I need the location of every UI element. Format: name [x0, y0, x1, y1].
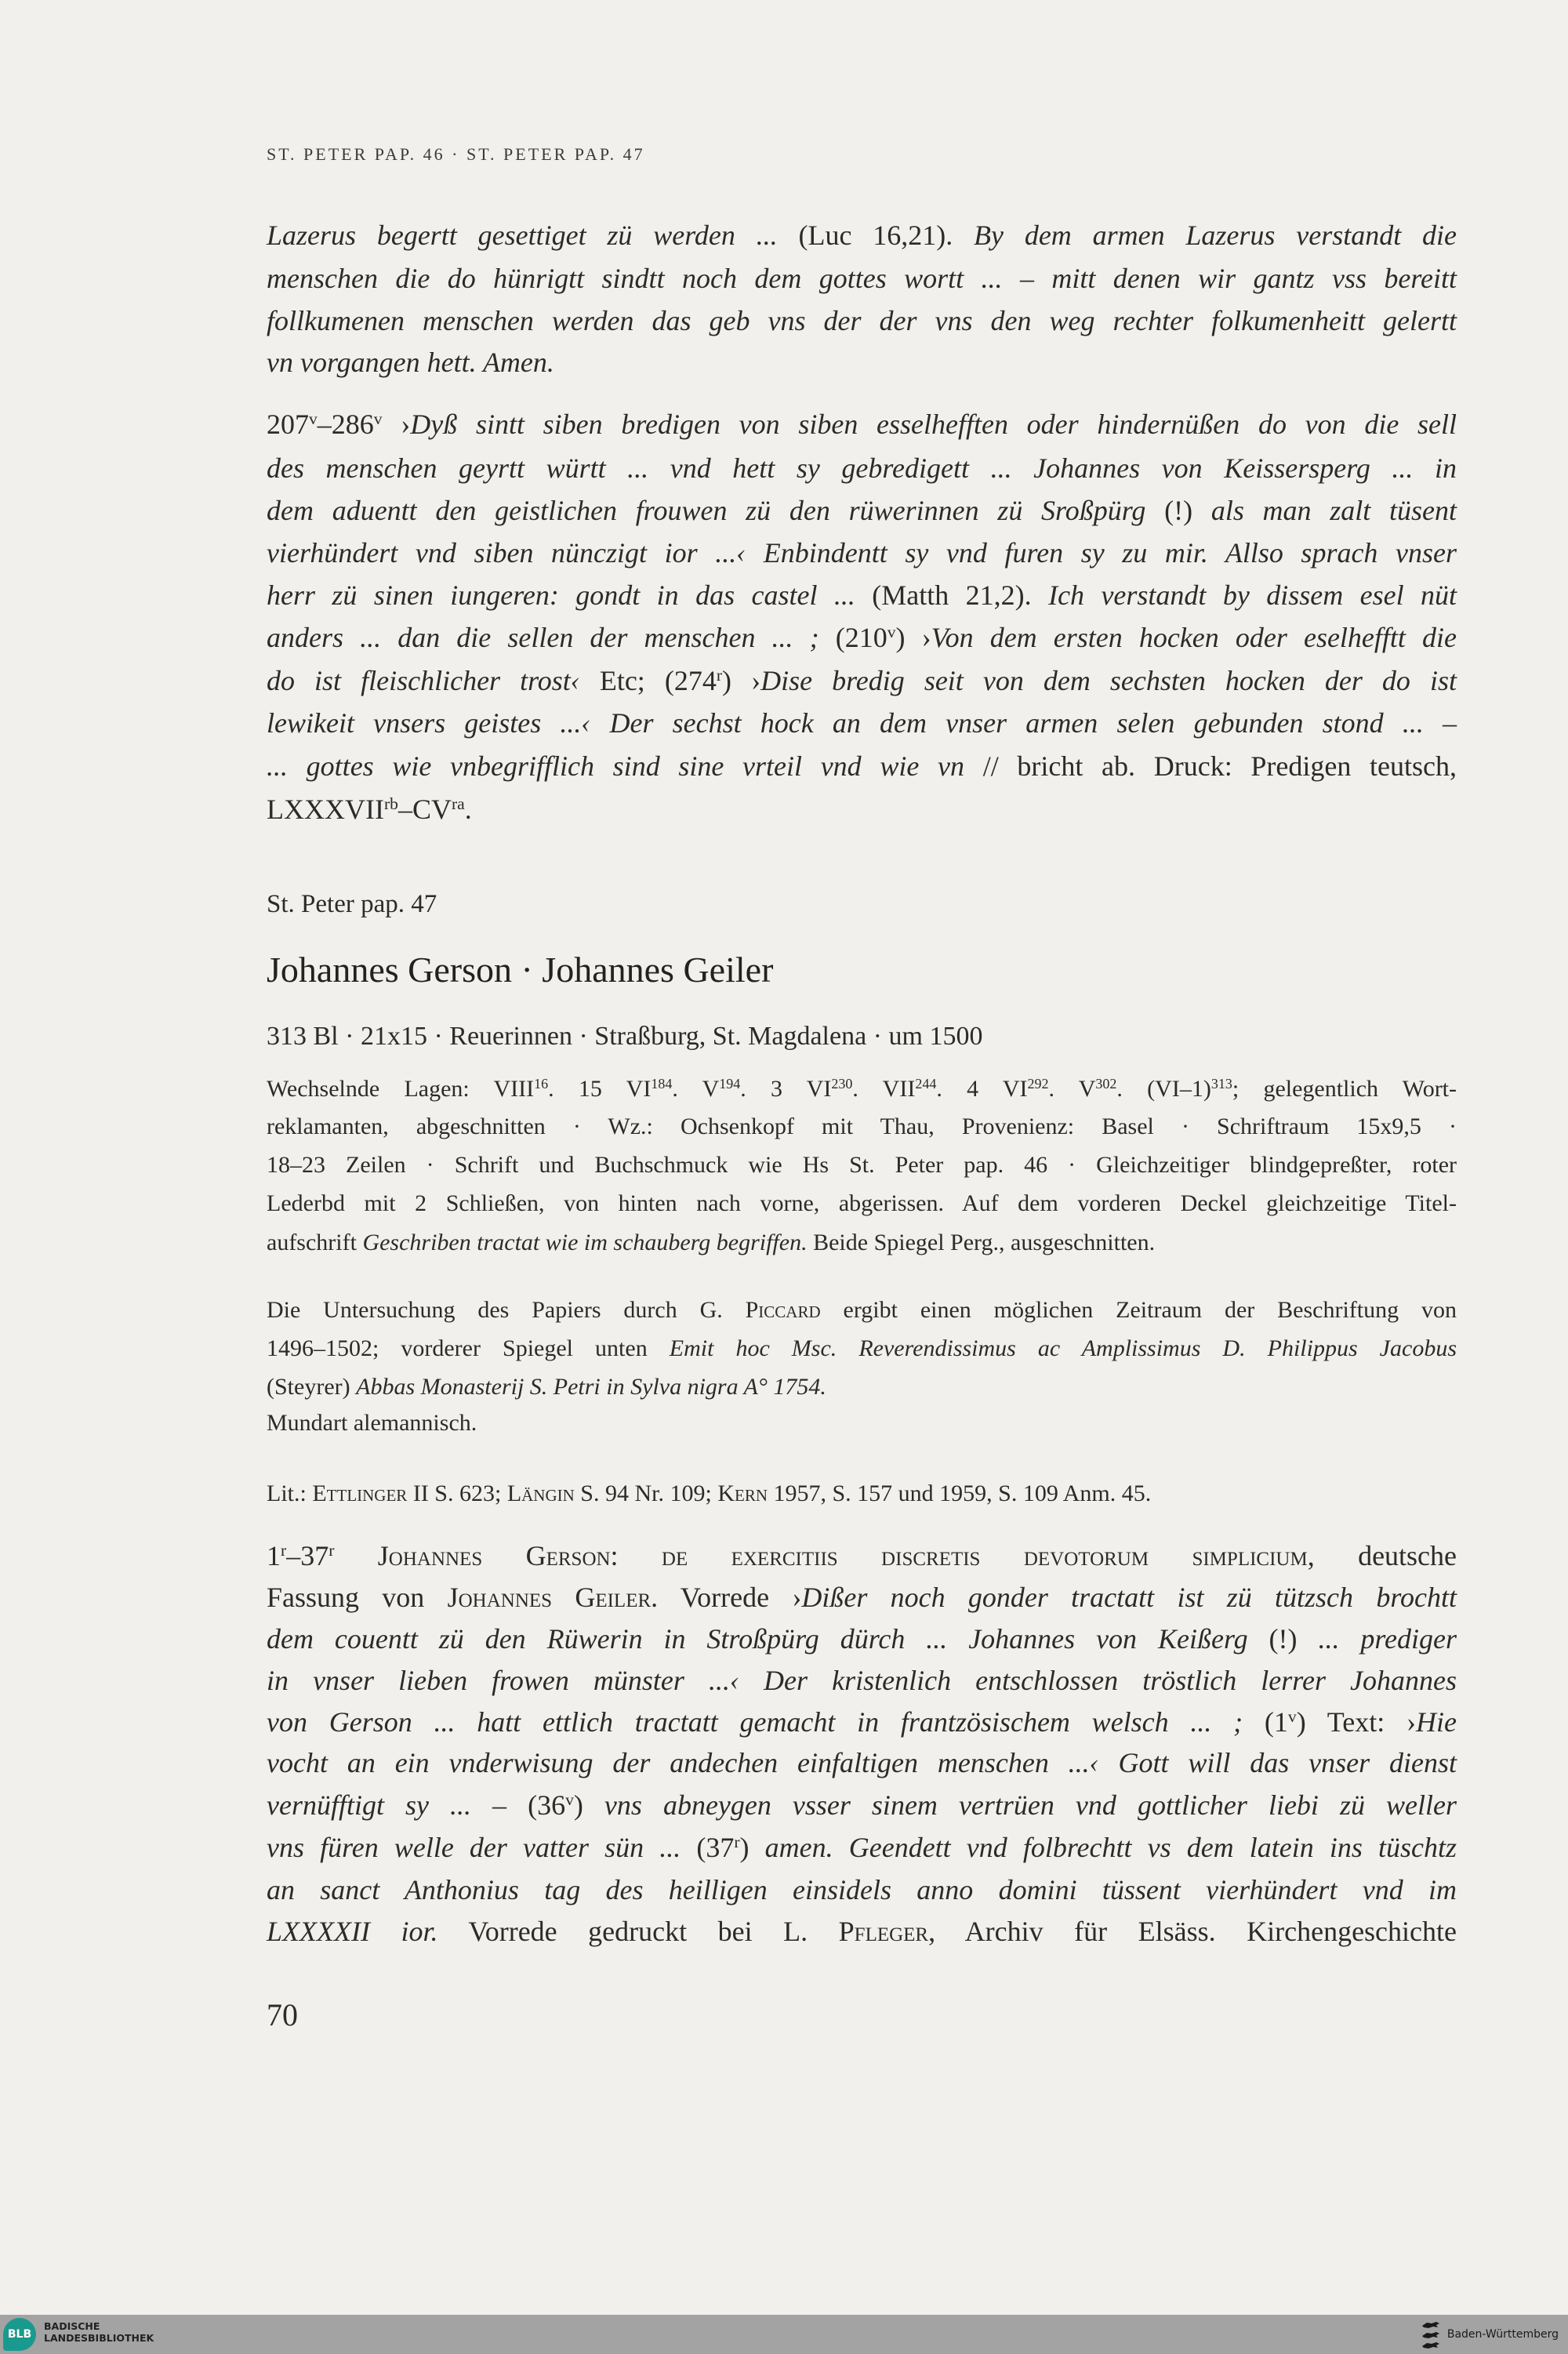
folio-superscript: v [1287, 1707, 1297, 1727]
text-line [267, 1482, 1457, 1506]
text-segment: Fassung von [267, 1582, 448, 1613]
text-segment: LXXXXII ior. [267, 1916, 438, 1947]
manuscript-meta-line: 313 Bl · 21x15 · Reuerinnen · Straßburg, St. Magdalena · um 1500 [267, 1022, 983, 1051]
text-segment: ) [573, 1789, 604, 1821]
text-segment: Etc; (274 [599, 665, 717, 696]
text-segment: dem couentt zü den Rüwerin in Stroßpürg dürch ... Johannes von Keißerg [267, 1623, 1269, 1655]
text-line [267, 1625, 1457, 1653]
folio-superscript: r [734, 1833, 740, 1852]
library-name-line1: BADISCHE [44, 2320, 100, 2332]
text-segment: do ist fleischlicher trost‹ [267, 665, 600, 696]
text-segment: Piccard [745, 1297, 821, 1323]
text-line [267, 1876, 1457, 1904]
folio-superscript: rb [383, 794, 398, 814]
text-line [267, 1833, 1457, 1862]
text-segment: Dißer noch gonder tractatt ist zü tützsch brochtt [801, 1582, 1457, 1613]
shelfmark: St. Peter pap. 47 [267, 890, 437, 918]
text-segment: (1 [1243, 1706, 1288, 1738]
text-segment: Ettlinger [312, 1480, 408, 1506]
text-segment: Geschriben tractat wie im schauberg begriffen. [362, 1230, 808, 1255]
state-name: Baden-Württemberg [1446, 2328, 1559, 2341]
text-segment: Beide Spiegel Perg., ausgeschnitten. [807, 1230, 1156, 1255]
footer-bar [0, 2315, 1568, 2354]
text-line [267, 1077, 1457, 1101]
text-line [267, 1583, 1457, 1611]
text-segment: ergibt einen möglichen Zeitraum der Beschriftung von [820, 1297, 1457, 1323]
text-segment: Johannes Gerson: de exercitiis discretis devotorum simplicium [377, 1540, 1308, 1571]
text-segment: S. 94 Nr. 109; [574, 1480, 718, 1506]
text-segment: ... prediger [1318, 1623, 1457, 1655]
text-line [267, 410, 1457, 438]
text-segment: Von dem ersten hocken oder eselhefftt die [931, 622, 1457, 653]
text-line [267, 496, 1457, 525]
text-segment: Mundart alemannisch. [267, 1410, 477, 1436]
text-segment: Lit.: [267, 1480, 313, 1506]
folio-superscript: 230 [831, 1076, 853, 1092]
text-line [267, 1791, 1457, 1819]
text-segment: follkumenen menschen werden das geb vns der der vns den weg rechter folkumenheitt gelertt [267, 305, 1457, 336]
text-segment: Abbas Monasterij S. Petri in Sylva nigra A° 1754. [356, 1374, 826, 1400]
page-number: 70 [267, 1997, 298, 2033]
library-name[interactable] [44, 2320, 154, 2344]
text-segment: LXXXVII [267, 794, 384, 825]
text-segment: , Archiv für Elsäss. Kirchengeschichte [928, 1916, 1457, 1947]
text-segment: vns abneygen vsser sinem vertrüen vnd gottlicher liebi zü weller [604, 1789, 1457, 1821]
text-line [267, 1192, 1457, 1215]
text-segment: ) Text: › [1296, 1706, 1416, 1738]
text-segment: Johannes Geiler [447, 1582, 652, 1613]
text-segment: herr zü sinen iungeren: gondt in das castel ... [267, 579, 873, 611]
text-line [267, 1749, 1457, 1777]
text-line [267, 709, 1457, 737]
text-segment: vocht an ein vnderwisung der andechen einfaltigen menschen ...‹ Gott will das vnser dienst [267, 1747, 1457, 1778]
text-line [267, 539, 1457, 567]
text-segment: in vnser lieben frowen münster ...‹ Der kristenlich entschlossen tröstlich lerrer Johannes [267, 1665, 1457, 1696]
text-line [267, 1153, 1457, 1177]
text-segment: . 3 VI [740, 1076, 832, 1102]
state-logo[interactable] [1421, 2315, 1559, 2354]
text-segment: (210 [818, 622, 887, 653]
text-segment: dem aduentt den geistlichen frouwen zü den rüwerinnen zü Sroßpürg [267, 495, 1165, 526]
text-segment: // bricht ab. Druck: Predigen teutsch, [982, 750, 1457, 782]
text-segment: Dise bredig seit von dem sechsten hocken der do ist [760, 665, 1457, 696]
text-line [267, 1411, 1457, 1435]
text-line [267, 1708, 1457, 1736]
text-segment: ; gelegentlich Wort- [1232, 1076, 1457, 1102]
folio-superscript: 16 [534, 1076, 549, 1092]
text-segment: (37 [696, 1832, 735, 1863]
text-segment: . V [1048, 1076, 1096, 1102]
text-segment: 1496–1502; vorderer Spiegel unten [267, 1335, 670, 1361]
text-segment: –CV [397, 794, 452, 825]
text-segment: Lazerus begertt gesettiget zü werden ... [267, 220, 799, 251]
text-segment: Längin [506, 1480, 575, 1506]
text-segment: vn vorgangen hett. Amen. [267, 347, 554, 378]
folio-superscript: v [309, 409, 318, 429]
folio-superscript: v [887, 623, 896, 642]
text-segment: als man zalt tüsent [1210, 495, 1457, 526]
text-segment: ) › [722, 665, 761, 696]
text-line [267, 581, 1457, 609]
text-segment: Hie [1416, 1706, 1457, 1738]
text-segment: (Luc 16,21). [798, 220, 975, 251]
text-line [267, 1337, 1457, 1360]
folio-superscript: r [281, 1541, 287, 1560]
text-segment: . V [672, 1076, 720, 1102]
text-segment: vernüfftigt sy ... – [267, 1789, 528, 1821]
text-segment: (36 [528, 1789, 566, 1821]
text-segment: Pfleger [838, 1916, 929, 1947]
text-segment: Kern [717, 1480, 768, 1506]
text-line [267, 795, 1457, 823]
text-segment: lewikeit vnsers geistes ...‹ Der sechst hock an dem vnser armen selen gebunden stond ... – [267, 707, 1457, 739]
text-segment [334, 1540, 377, 1571]
text-segment: (!) [1269, 1623, 1319, 1655]
text-line [267, 667, 1457, 695]
text-segment: anders ... dan die sellen der menschen ... ; [267, 622, 819, 653]
blb-logo-icon[interactable] [3, 2318, 36, 2351]
text-segment: Wechselnde Lagen: VIII [267, 1076, 535, 1102]
text-segment: . Vorrede › [651, 1582, 802, 1613]
text-segment: 207 [267, 409, 309, 440]
text-segment: vierhündert vnd siben nünczigt ior ...‹ Enbindentt sy vnd furen sy zu mir. Allso sprach vnser [267, 537, 1457, 569]
text-segment: . (VI–1) [1116, 1076, 1211, 1102]
folio-superscript: 292 [1027, 1076, 1049, 1092]
text-segment: –37 [286, 1540, 329, 1571]
text-segment: Emit hoc Msc. Reverendissimus ac Amplissimus D. Philippus Jacobus [669, 1335, 1457, 1361]
folio-superscript: r [716, 666, 723, 685]
text-segment: . [464, 794, 472, 825]
text-segment: Die Untersuchung des Papiers durch G. [267, 1297, 746, 1323]
text-line [267, 752, 1457, 780]
text-segment: 1957, S. 157 und 1959, S. 109 Anm. 45. [768, 1480, 1152, 1506]
folio-superscript: r [328, 1541, 335, 1560]
text-line [267, 1299, 1457, 1322]
folio-superscript: 194 [719, 1076, 741, 1092]
text-segment: › [382, 409, 411, 440]
text-segment: ) › [895, 622, 931, 653]
text-segment: reklamanten, abgeschnitten · Wz.: Ochsenkopf mit Thau, Provenienz: Basel · Schriftraum 15x9,5 · [267, 1113, 1457, 1139]
text-line [267, 623, 1457, 652]
text-segment: . 15 VI [548, 1076, 652, 1102]
text-segment: Lederbd mit 2 Schließen, von hinten nach vorne, abgerissen. Auf dem vorderen Deckel gleichzeitige Titel- [267, 1190, 1457, 1216]
text-segment: ... gottes wie vnbegrifflich sind sine vrteil vnd wie vn [267, 750, 983, 782]
text-segment: Ich verstandt by dissem esel nüt [1048, 579, 1457, 611]
text-line [267, 1231, 1457, 1255]
text-line [267, 307, 1457, 335]
text-segment: 1 [267, 1540, 281, 1571]
folio-superscript: 302 [1095, 1076, 1117, 1092]
three-lions-coat-of-arms-icon [1421, 2319, 1441, 2350]
text-line [267, 454, 1457, 482]
text-segment: Dyß sintt siben bredigen von siben esselhefften oder hindernüßen do von die sell [410, 409, 1457, 440]
folio-superscript: v [565, 1790, 574, 1810]
blb-badge-text: BLB [7, 2328, 32, 2341]
text-segment: des menschen geyrtt württ ... vnd hett sy gebredigett ... Johannes von Keissersperg ... in [267, 452, 1457, 484]
text-segment: 18–23 Zeilen · Schrift und Buchschmuck wie Hs St. Peter pap. 46 · Gleichzeitiger blindgepreßter, roter [267, 1152, 1457, 1178]
text-segment: By dem armen Lazerus verstandt die [974, 220, 1457, 251]
text-line [267, 1666, 1457, 1695]
folio-superscript: v [373, 409, 383, 429]
text-segment: vns füren welle der vatter sün ... [267, 1832, 697, 1863]
manuscript-title: Johannes Gerson · Johannes Geiler [267, 950, 774, 990]
text-line [267, 264, 1457, 292]
library-name-line2: LANDESBIBLIOTHEK [44, 2332, 154, 2344]
text-segment: , deutsche [1307, 1540, 1457, 1571]
text-segment: Vorrede gedruckt bei L. [437, 1916, 839, 1947]
text-segment: ) [739, 1832, 765, 1863]
text-segment: menschen die do hünrigtt sindtt noch dem gottes wortt ... – mitt denen wir gantz vss bereitt [267, 263, 1457, 294]
text-segment: von Gerson ... hatt ettlich tractatt gemacht in frantzösischem welsch ... ; [267, 1706, 1243, 1738]
text-segment: an sanct Anthonius tag des heilligen einsidels anno domini tüssent vierhündert vnd im [267, 1874, 1457, 1905]
text-segment: (Steyrer) [267, 1374, 357, 1400]
text-segment: (!) [1164, 495, 1211, 526]
text-line [267, 1375, 1457, 1399]
text-line [267, 1115, 1457, 1139]
text-line [267, 348, 1457, 376]
folio-superscript: 184 [651, 1076, 673, 1092]
text-segment: II S. 623; [407, 1480, 507, 1506]
text-line [267, 1917, 1457, 1945]
folio-superscript: 313 [1210, 1076, 1232, 1092]
text-segment: . VII [852, 1076, 916, 1102]
running-head: ST. PETER PAP. 46 · ST. PETER PAP. 47 [267, 144, 645, 164]
text-segment: amen. Geendett vnd folbrechtt vs dem latein ins tüschtz [764, 1832, 1457, 1863]
text-line [267, 221, 1457, 249]
text-segment: aufschrift [267, 1230, 363, 1255]
folio-superscript: 244 [915, 1076, 937, 1092]
text-segment: –286 [317, 409, 374, 440]
text-line [267, 1542, 1457, 1570]
folio-superscript: ra [451, 794, 465, 814]
text-segment: . 4 VI [936, 1076, 1028, 1102]
text-segment: (Matth 21,2). [872, 579, 1049, 611]
